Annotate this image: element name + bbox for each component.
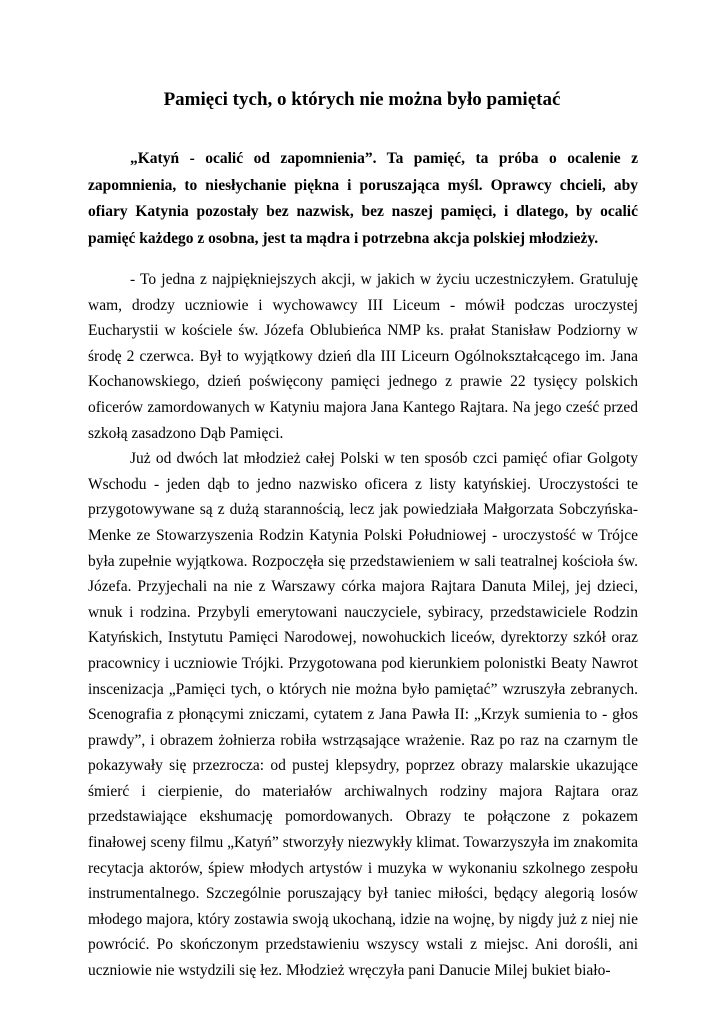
article-body [88,267,638,984]
lead-paragraph: „Katyń - ocalić od zapomnienia”. Ta pamięć, ta próba o ocalenie z zapomnienia, to niesłychanie piękna i poruszająca myśl. Oprawcy chcieli, aby ofiary Katynia pozostały bez nazwisk, bez naszej pamięci, i dlatego, by ocalić pamięć każdego z osobna, jest ta mądra i potrzebna akcja polskiej młodzieży. [88,150,638,247]
document-title: Pamięci tych, o których nie można było pamiętać [163,89,561,110]
body-paragraph: Już od dwóch lat młodzież całej Polski w ten sposób czci pamięć ofiar Golgoty Wschodu - jeden dąb to jedno nazwisko oficera z listy katyńskiej. Uroczystości te przygotowywane są z dużą starannością, lecz jak powiedziała Małgorzata Sobczyńska-Menke ze Stowarzyszenia Rodzin Katynia Polski Południowej - uroczystość w Trójce była zupełnie wyjątkowa. Rozpoczęła się przedstawieniem w sali teatralnej kościoła św. Józefa. Przyjechali na nie z Warszawy córka majora Rajtara Danuta Milej, jej dzieci, wnuk i rodzina. Przybyli emerytowani nauczyciele, sybiracy, przedstawiciele Rodzin Katyńskich, Instytutu Pamięci Narodowej, nowohuckich liceów, dyrektorzy szkół oraz pracownicy i uczniowie Trójki. Przygotowana pod kierunkiem polonistki Beaty Nawrot inscenizacja „Pamięci tych, o których nie można było pamiętać” wzruszyła zebranych. Scenografia z płonącymi zniczami, cytatem z Jana Pawła II: „Krzyk sumienia to - głos prawdy”, i obrazem żołnierza robiła wstrząsające wrażenie. Raz po raz na czarnym tle pokazywały się przezrocza: od pustej klepsydry, poprzez obrazy malarskie ukazujące śmierć i cierpienie, do materiałów archiwalnych rodziny majora Rajtara oraz przedstawiające ekshumację pomordowanych. Obrazy te połączone z pokazem finałowej sceny filmu „Katyń” stworzyły niezwykły klimat. Towarzyszyła im znakomita recytacja aktorów, śpiew młodych artystów i muzyka w wykonaniu szkolnego zespołu instrumentalnego. Szczególnie poruszający był taniec miłości, będący alegorią losów młodego majora, który zostawia swoją ukochaną, idzie na wojnę, by nigdy już z niej nie powrócić. Po skończonym przedstawieniu wszyscy wstali z miejsc. Ani dorośli, ani uczniowie nie wstydzili się łez. Młodzież wręczyła pani Danucie Milej bukiet biało- [88,450,638,980]
body-paragraph: - To jedna z najpiękniejszych akcji, w jakich w życiu uczestniczyłem. Gratuluję wam, drodzy uczniowie i wychowawcy III Liceum - mówił podczas uroczystej Eucharystii w kościele św. Józefa Oblubieńca NMP ks. prałat Stanisław Podziorny w środę 2 czerwca. Był to wyjątkowy dzień dla III Liceurn Ogólnokształcącego im. Jana Kochanowskiego, dzień poświęcony pamięci jednego z prawie 22 tysięcy polskich oficerów zamordowanych w Katyniu majora Jana Kantego Rajtara. Na jego cześć przed szkołą zasadzono Dąb Pamięci. [88,271,638,442]
